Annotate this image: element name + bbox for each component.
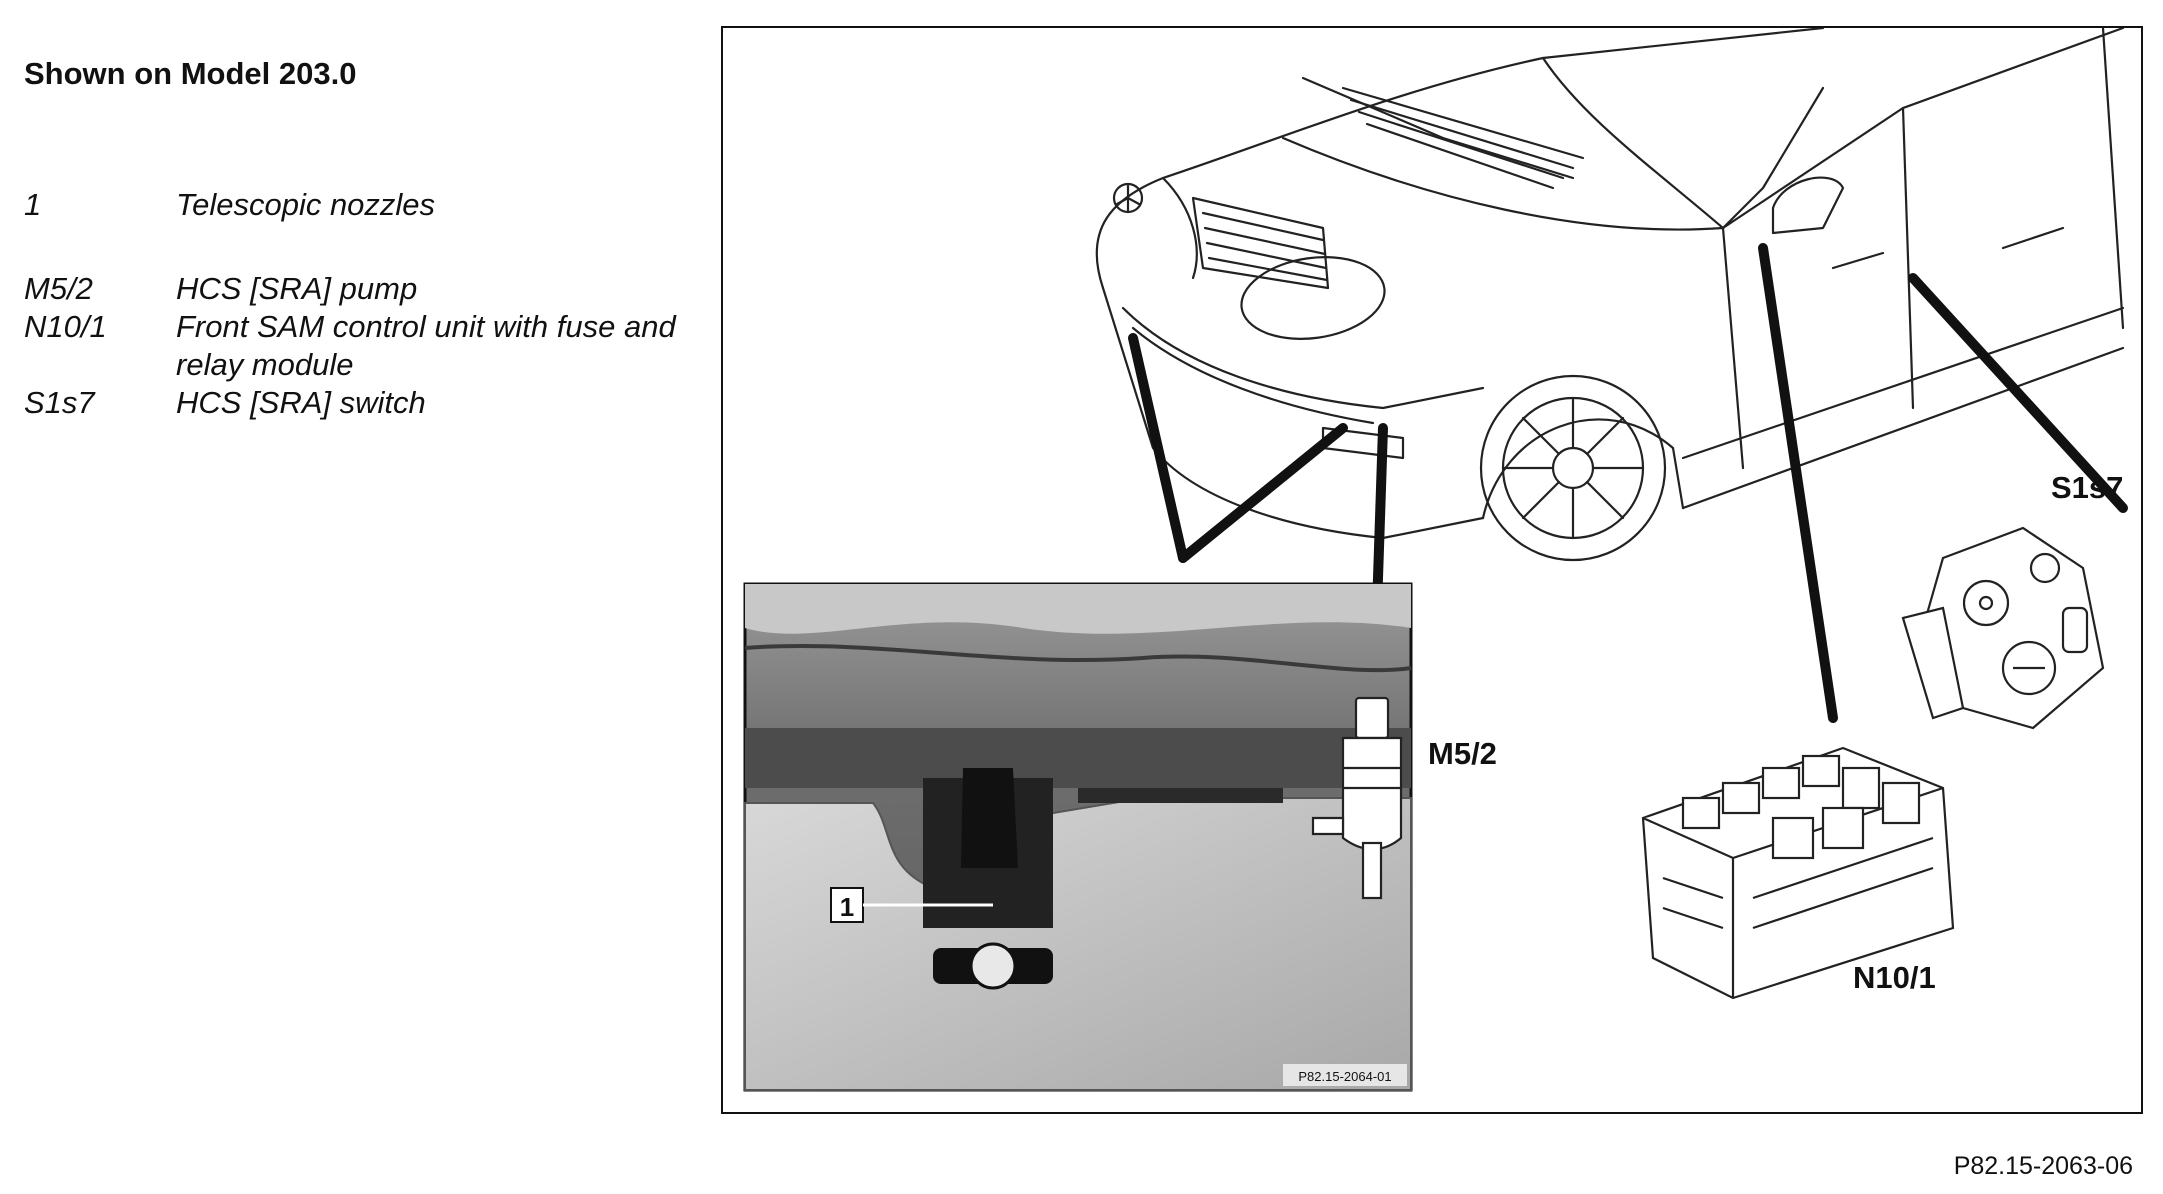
callout-nozzle: 1 xyxy=(839,892,855,922)
inset-figure-code: P82.15-2064-01 xyxy=(1298,1069,1392,1084)
figure-frame xyxy=(721,26,2143,1114)
legend-code: M5/2 xyxy=(24,271,93,306)
callout-switch: S1s7 xyxy=(2051,470,2124,505)
legend-description: Front SAM control unit with fuse and relay module xyxy=(176,309,676,382)
photo-inset xyxy=(745,584,1411,1090)
legend-description: HCS [SRA] pump xyxy=(176,271,418,306)
legend-item xyxy=(24,270,684,308)
callout-pump: M5/2 xyxy=(1428,736,1497,771)
legend-item xyxy=(24,308,684,384)
page-heading: Shown on Model 203.0 xyxy=(24,56,357,91)
switch-illustration xyxy=(1903,470,2123,728)
legend-description: HCS [SRA] switch xyxy=(176,385,426,420)
legend-list xyxy=(24,186,684,422)
legend-code: N10/1 xyxy=(24,309,107,344)
legend-description: Telescopic nozzles xyxy=(176,187,436,222)
legend-item xyxy=(24,384,684,422)
legend-code: S1s7 xyxy=(24,385,95,420)
sam-unit-illustration xyxy=(1643,748,1953,998)
vehicle-diagram xyxy=(723,28,2145,1116)
car-illustration xyxy=(1097,28,2123,560)
legend-code: 1 xyxy=(24,187,42,222)
callout-sam-unit: N10/1 xyxy=(1853,960,1936,995)
legend-item xyxy=(24,186,684,224)
figure-code: P82.15-2063-06 xyxy=(1953,1152,2133,1180)
